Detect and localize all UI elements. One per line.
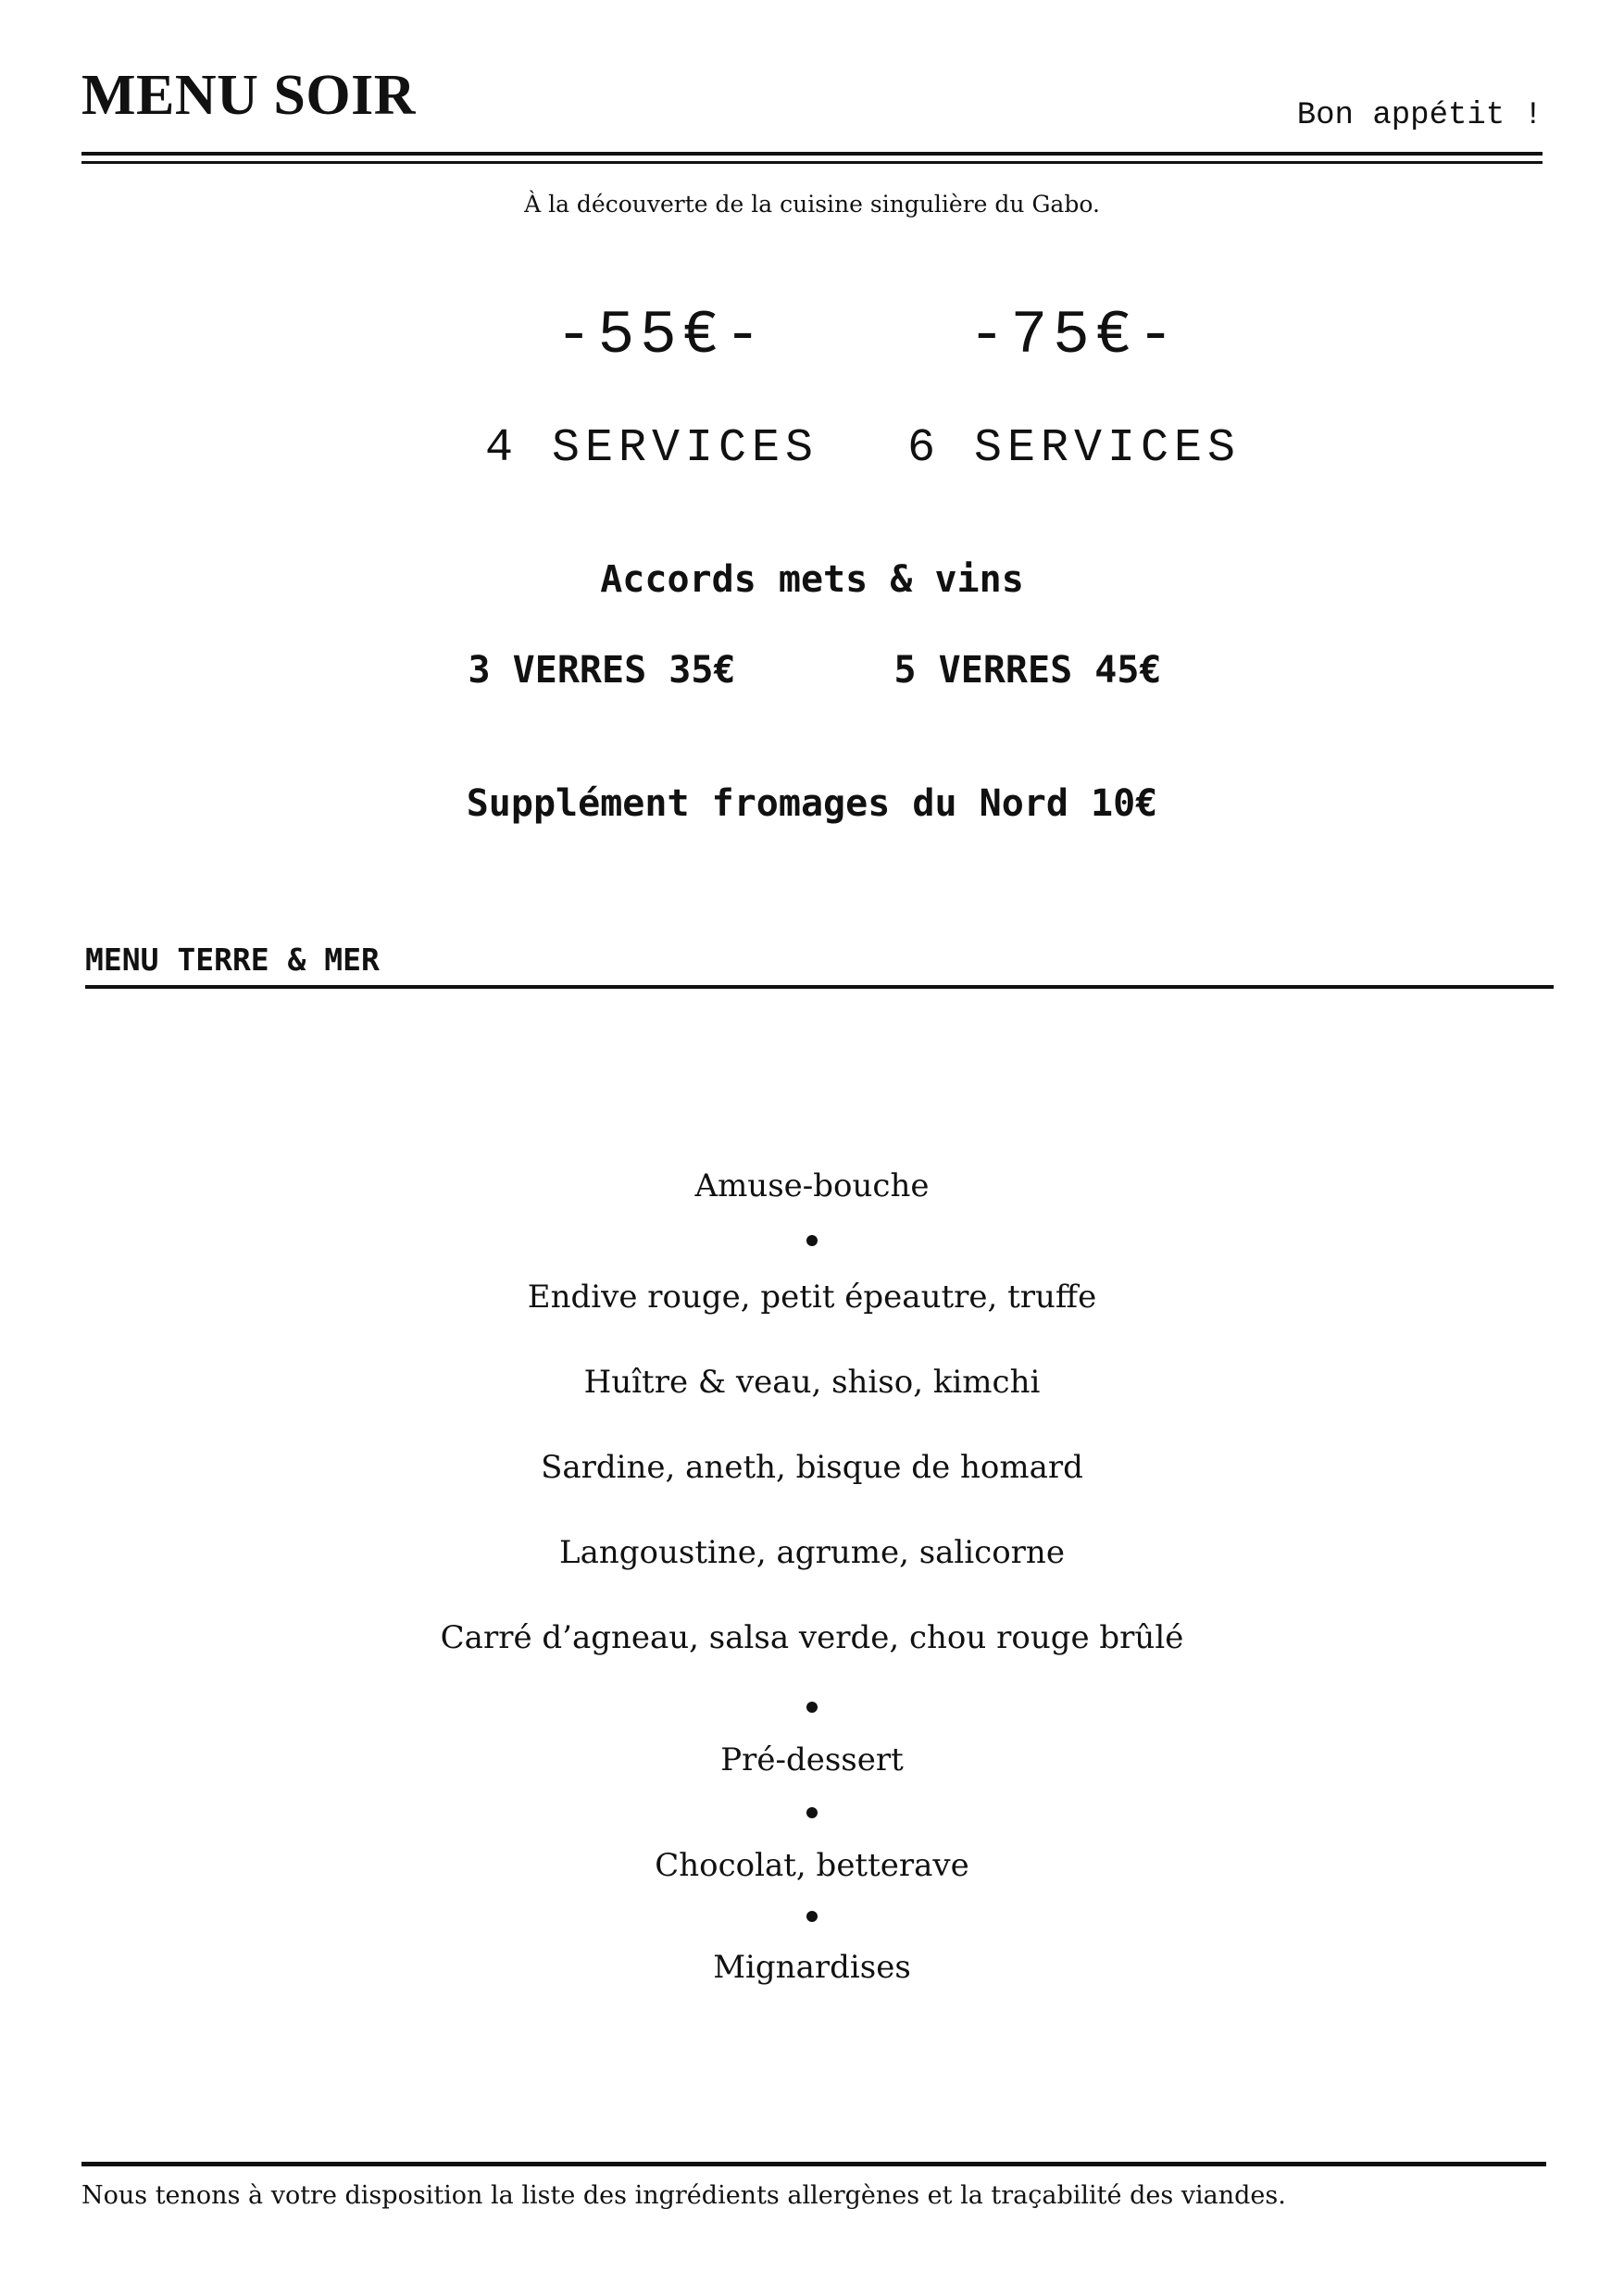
course-item: Carré d’agneau, salsa verde, chou rouge brûlé: [440, 1619, 1184, 1656]
course-item: Sardine, aneth, bisque de homard: [541, 1449, 1083, 1486]
bullet-separator: [806, 1235, 818, 1246]
wine-pairing-title: Accords mets & vins: [600, 558, 1024, 601]
section-title: MENU TERRE & MER: [85, 942, 380, 978]
pairing-3-glasses: 3 VERRES 35€: [468, 649, 736, 692]
subtitle: À la découverte de la cuisine singulière du Gabo.: [524, 191, 1100, 218]
courses-count-4: 4 SERVICES: [484, 422, 819, 475]
allergen-note: Nous tenons à votre disposition la liste des ingrédients allergènes et la traçabilité des viandes.: [81, 2181, 1286, 2210]
course-item: Chocolat, betterave: [655, 1847, 969, 1884]
course-item: Amuse-bouche: [694, 1167, 930, 1204]
course-item: Endive rouge, petit épeautre, truffe: [527, 1279, 1097, 1316]
course-item: Langoustine, agrume, salicorne: [559, 1534, 1065, 1571]
bullet-separator: [806, 1911, 818, 1922]
footer-rule: [81, 2162, 1546, 2166]
bullet-separator: [806, 1702, 818, 1713]
price-4-courses: -55€-: [555, 301, 768, 370]
course-item: Pré-dessert: [720, 1741, 904, 1778]
course-item: Mignardises: [713, 1949, 911, 1986]
pairing-5-glasses: 5 VERRES 45€: [893, 649, 1162, 692]
menu-title: MENU SOIR: [81, 64, 417, 127]
courses-count-6: 6 SERVICES: [906, 422, 1242, 475]
cheese-supplement: Supplément fromages du Nord 10€: [466, 782, 1158, 825]
bullet-separator: [806, 1807, 818, 1818]
greeting: Bon appétit !: [1296, 98, 1543, 133]
course-item: Huître & veau, shiso, kimchi: [583, 1364, 1041, 1401]
price-6-courses: -75€-: [968, 301, 1181, 370]
